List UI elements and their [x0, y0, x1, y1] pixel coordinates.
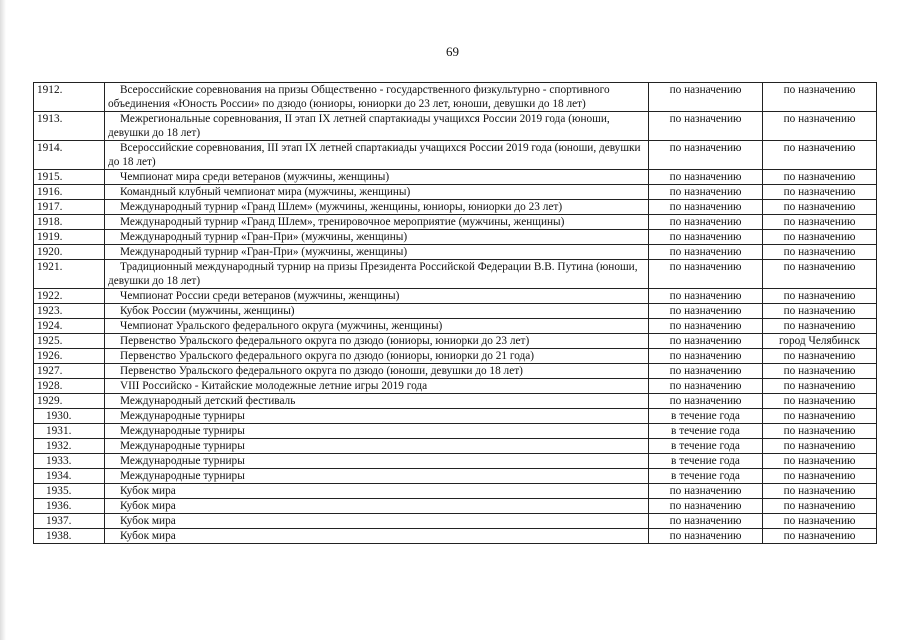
event-cell: [105, 409, 649, 424]
event-place: по назначению: [763, 424, 877, 439]
table-row: [34, 230, 877, 245]
event-name: VIII Российско - Китайские молодежные летние игры 2019 года: [120, 380, 428, 392]
event-place: по назначению: [763, 454, 877, 469]
event-name: Международные турниры: [120, 440, 245, 452]
event-date: по назначению: [649, 484, 763, 499]
event-cell: [105, 141, 649, 170]
row-number: 1935.: [34, 484, 105, 499]
event-cell: [105, 260, 649, 289]
event-name: Международные турниры: [120, 470, 245, 482]
event-place: по назначению: [763, 304, 877, 319]
event-name: Кубок мира: [120, 485, 176, 497]
event-cell: [105, 484, 649, 499]
row-number: 1929.: [34, 394, 105, 409]
event-place: по назначению: [763, 83, 877, 112]
event-place: город Челябинск: [763, 334, 877, 349]
event-name: Первенство Уральского федерального округа по дзюдо (юноши, девушки до 18 лет): [120, 365, 523, 377]
event-date: по назначению: [649, 170, 763, 185]
row-number: 1924.: [34, 319, 105, 334]
event-cell: [105, 334, 649, 349]
row-number: 1934.: [34, 469, 105, 484]
event-place: по назначению: [763, 439, 877, 454]
table-row: [34, 319, 877, 334]
event-date: по назначению: [649, 334, 763, 349]
event-place: по назначению: [763, 319, 877, 334]
event-date: по назначению: [649, 304, 763, 319]
event-date: в течение года: [649, 469, 763, 484]
event-cell: [105, 230, 649, 245]
row-number: 1930.: [34, 409, 105, 424]
event-name: Международный турнир «Гран-При» (мужчины, женщины): [120, 246, 408, 258]
row-number: 1915.: [34, 170, 105, 185]
event-place: по назначению: [763, 379, 877, 394]
event-cell: [105, 379, 649, 394]
event-date: по назначению: [649, 394, 763, 409]
table-row: [34, 469, 877, 484]
table-row: [34, 394, 877, 409]
event-cell: [105, 245, 649, 260]
row-number: 1913.: [34, 112, 105, 141]
table-row: [34, 409, 877, 424]
event-date: по назначению: [649, 364, 763, 379]
row-number: 1912.: [34, 83, 105, 112]
table-row: [34, 424, 877, 439]
event-name: Международный турнир «Гранд Шлем», тренировочное мероприятие (мужчины, женщины): [120, 216, 565, 228]
event-cell: [105, 112, 649, 141]
event-cell: [105, 499, 649, 514]
table-row: [34, 334, 877, 349]
table-row: [34, 83, 877, 112]
event-cell: [105, 529, 649, 544]
table-row: [34, 499, 877, 514]
event-place: по назначению: [763, 514, 877, 529]
event-date: по назначению: [649, 379, 763, 394]
row-number: 1922.: [34, 289, 105, 304]
event-place: по назначению: [763, 260, 877, 289]
event-place: по назначению: [763, 394, 877, 409]
event-cell: [105, 289, 649, 304]
event-name: Международные турниры: [120, 410, 245, 422]
table-row: [34, 215, 877, 230]
event-date: в течение года: [649, 424, 763, 439]
row-number: 1928.: [34, 379, 105, 394]
event-name: Всероссийские соревнования на призы Общественно - государственного физкультурно - спортивного объединения «Юность России» по дзюдо (юниоры, юниорки до 23 лет, юноши, девушки до 18 лет): [108, 84, 610, 110]
event-date: по назначению: [649, 245, 763, 260]
event-date: по назначению: [649, 230, 763, 245]
event-cell: [105, 469, 649, 484]
row-number: 1937.: [34, 514, 105, 529]
table-row: [34, 379, 877, 394]
event-place: по назначению: [763, 484, 877, 499]
event-place: по назначению: [763, 529, 877, 544]
event-cell: [105, 349, 649, 364]
event-cell: [105, 364, 649, 379]
event-date: по назначению: [649, 289, 763, 304]
event-place: по назначению: [763, 289, 877, 304]
event-date: по назначению: [649, 499, 763, 514]
row-number: 1918.: [34, 215, 105, 230]
row-number: 1923.: [34, 304, 105, 319]
event-name: Чемпионат Уральского федерального округа (мужчины, женщины): [120, 320, 443, 332]
row-number: 1926.: [34, 349, 105, 364]
table-row: [34, 529, 877, 544]
event-place: по назначению: [763, 200, 877, 215]
event-cell: [105, 394, 649, 409]
event-place: по назначению: [763, 499, 877, 514]
row-number: 1920.: [34, 245, 105, 260]
event-date: в течение года: [649, 439, 763, 454]
event-name: Чемпионат России среди ветеранов (мужчины, женщины): [120, 290, 400, 302]
row-number: 1933.: [34, 454, 105, 469]
table-row: [34, 260, 877, 289]
event-cell: [105, 424, 649, 439]
event-name: Кубок мира: [120, 530, 176, 542]
event-place: по назначению: [763, 112, 877, 141]
event-date: по назначению: [649, 529, 763, 544]
event-name: Международные турниры: [120, 455, 245, 467]
event-name: Кубок мира: [120, 515, 176, 527]
table-row: [34, 289, 877, 304]
event-name: Международный турнир «Гран-При» (мужчины, женщины): [120, 231, 408, 243]
event-cell: [105, 185, 649, 200]
table-row: [34, 245, 877, 260]
event-place: по назначению: [763, 185, 877, 200]
table-row: [34, 200, 877, 215]
event-place: по назначению: [763, 141, 877, 170]
table-row: [34, 364, 877, 379]
table-row: [34, 484, 877, 499]
event-cell: [105, 304, 649, 319]
table-row: [34, 454, 877, 469]
event-place: по назначению: [763, 230, 877, 245]
row-number: 1916.: [34, 185, 105, 200]
event-cell: [105, 454, 649, 469]
event-name: Международный детский фестиваль: [120, 395, 296, 407]
event-place: по назначению: [763, 349, 877, 364]
table-row: [34, 170, 877, 185]
event-cell: [105, 439, 649, 454]
event-place: по назначению: [763, 215, 877, 230]
event-place: по назначению: [763, 469, 877, 484]
row-number: 1925.: [34, 334, 105, 349]
event-date: в течение года: [649, 454, 763, 469]
event-name: Международный турнир «Гранд Шлем» (мужчины, женщины, юниоры, юниорки до 23 лет): [120, 201, 563, 213]
row-number: 1932.: [34, 439, 105, 454]
event-name: Кубок России (мужчины, женщины): [120, 305, 295, 317]
event-date: по назначению: [649, 83, 763, 112]
event-date: по назначению: [649, 200, 763, 215]
event-place: по назначению: [763, 245, 877, 260]
event-date: по назначению: [649, 260, 763, 289]
scan-edge-shadow: [0, 0, 6, 640]
event-date: по назначению: [649, 319, 763, 334]
event-name: Межрегиональные соревнования, II этап IX летней спартакиады учащихся России 2019 года (юноши, девушки до 18 лет): [108, 113, 610, 139]
page-number: 69: [446, 44, 459, 59]
event-name: Первенство Уральского федерального округа по дзюдо (юниоры, юниорки до 23 лет): [120, 335, 530, 347]
table-row: [34, 185, 877, 200]
event-name: Всероссийские соревнования, III этап IX летней спартакиады учащихся России 2019 года (юноши, девушки до 18 лет): [108, 142, 641, 168]
row-number: 1914.: [34, 141, 105, 170]
event-date: по назначению: [649, 112, 763, 141]
row-number: 1921.: [34, 260, 105, 289]
event-name: Кубок мира: [120, 500, 176, 512]
events-table: [33, 82, 877, 544]
event-name: Традиционный международный турнир на призы Президента Российской Федерации В.В. Путина (юноши, девушки до 18 лет): [108, 261, 638, 287]
event-date: по назначению: [649, 349, 763, 364]
event-date: по назначению: [649, 514, 763, 529]
table-row: [34, 304, 877, 319]
row-number: 1927.: [34, 364, 105, 379]
event-place: по назначению: [763, 409, 877, 424]
event-name: Международные турниры: [120, 425, 245, 437]
event-cell: [105, 170, 649, 185]
event-cell: [105, 215, 649, 230]
event-cell: [105, 514, 649, 529]
table-row: [34, 349, 877, 364]
table-row: [34, 141, 877, 170]
event-name: Чемпионат мира среди ветеранов (мужчины, женщины): [120, 171, 390, 183]
row-number: 1938.: [34, 529, 105, 544]
event-date: по назначению: [649, 141, 763, 170]
event-cell: [105, 319, 649, 334]
event-name: Командный клубный чемпионат мира (мужчины, женщины): [120, 186, 411, 198]
event-date: в течение года: [649, 409, 763, 424]
row-number: 1936.: [34, 499, 105, 514]
row-number: 1919.: [34, 230, 105, 245]
event-place: по назначению: [763, 364, 877, 379]
table-row: [34, 514, 877, 529]
table-row: [34, 439, 877, 454]
events-table-body: [34, 83, 877, 544]
event-name: Первенство Уральского федерального округа по дзюдо (юниоры, юниорки до 21 года): [120, 350, 535, 362]
event-place: по назначению: [763, 170, 877, 185]
table-row: [34, 112, 877, 141]
event-cell: [105, 200, 649, 215]
row-number: 1931.: [34, 424, 105, 439]
event-cell: [105, 83, 649, 112]
event-date: по назначению: [649, 215, 763, 230]
row-number: 1917.: [34, 200, 105, 215]
event-date: по назначению: [649, 185, 763, 200]
